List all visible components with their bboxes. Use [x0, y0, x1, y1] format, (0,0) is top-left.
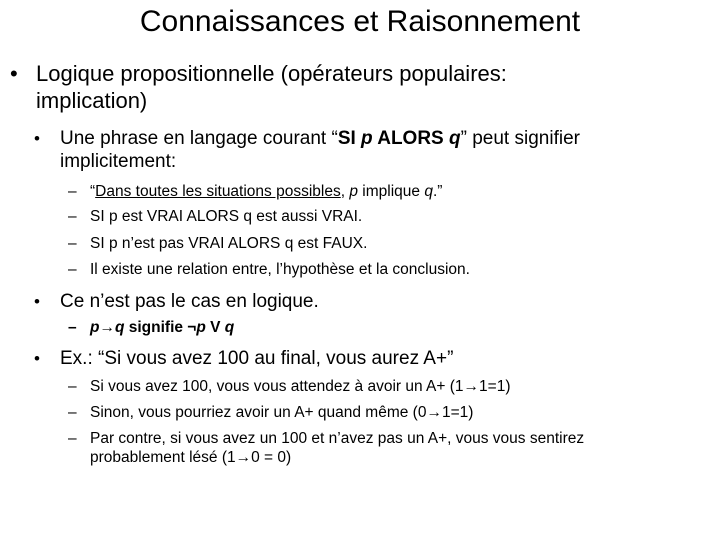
- dash-bullet: –: [68, 404, 77, 421]
- dash-bullet: –: [68, 208, 77, 225]
- text-segment: implique: [357, 183, 425, 200]
- arrow-icon: →: [426, 404, 442, 421]
- dash-bullet: –: [68, 261, 77, 278]
- text-segment: .”: [432, 183, 443, 200]
- bullet-pas-le-cas: [34, 290, 690, 313]
- text-segment: “: [90, 183, 96, 200]
- text-segment: ,: [340, 183, 350, 200]
- text-segment: 0 = 0): [251, 449, 292, 466]
- var-q: q: [424, 183, 433, 200]
- bullet-dot: •: [34, 292, 40, 311]
- subitem-exemple-3: [68, 429, 680, 467]
- text-segment: ” peut signifier: [460, 128, 580, 149]
- underlined-text: Dans toutes les situations possibles: [95, 183, 341, 200]
- bullet-dot: •: [34, 349, 40, 368]
- dash-bullet: –: [68, 378, 77, 395]
- text-segment: Une phrase en langage courant “: [60, 128, 338, 149]
- bullet-text-line2: implicitement:: [60, 151, 177, 172]
- subitem-situations: [68, 182, 680, 201]
- bullet-text-line1: [60, 127, 690, 150]
- subitem-text: Il existe une relation entre, l’hypothèse et la conclusion.: [90, 261, 470, 278]
- var-q: q: [449, 128, 461, 149]
- arrow-icon: →: [463, 378, 480, 395]
- text-segment: 1=1): [441, 404, 474, 421]
- arrow-icon: →: [235, 449, 252, 466]
- var-q: q: [114, 319, 125, 336]
- subitem-text: SI p est VRAI ALORS q est aussi VRAI.: [90, 208, 363, 225]
- arrow-icon: →: [99, 319, 115, 336]
- dash-bullet: –: [68, 183, 77, 200]
- subitem-exemple-2: [68, 403, 680, 422]
- var-q: q: [224, 319, 235, 336]
- subitem-si-vrai: [68, 207, 680, 226]
- dash-bullet: –: [68, 319, 77, 336]
- bullet-text: Ce n’est pas le cas en logique.: [60, 291, 319, 312]
- subitem-exemple-1: [68, 377, 680, 396]
- bullet-logique-propositionnelle: [10, 60, 676, 114]
- subitem-text-line2: [90, 448, 680, 467]
- var-p: p: [361, 128, 373, 149]
- bullet-text-line1: Logique propositionnelle (opérateurs populaires:: [36, 61, 507, 86]
- bullet-dot: •: [10, 61, 18, 86]
- text-segment: 1=1): [479, 378, 511, 395]
- dash-bullet: –: [68, 235, 77, 252]
- text-segment: signifie ¬: [124, 319, 197, 336]
- subitem-relation: [68, 260, 680, 279]
- subitem-text: SI p n’est pas VRAI ALORS q est FAUX.: [90, 235, 368, 252]
- var-p: p: [196, 319, 206, 336]
- subitem-implication-formula: [68, 318, 680, 337]
- subitem-si-faux: [68, 234, 680, 253]
- bullet-text-line2: implication): [36, 88, 148, 113]
- bullet-dot: •: [34, 129, 40, 148]
- bullet-exemple: [34, 347, 690, 370]
- text-segment: Sinon, vous pourriez avoir un A+ quand même (0: [90, 404, 427, 421]
- text-segment: Si vous avez 100, vous vous attendez à avoir un A+ (1: [90, 378, 464, 395]
- var-p: p: [90, 319, 100, 336]
- text-segment: probablement lésé (1: [90, 449, 236, 466]
- slide-title: Connaissances et Raisonnement: [139, 5, 581, 38]
- var-p: p: [349, 183, 358, 200]
- keyword-si: SI: [337, 128, 362, 149]
- subitem-text-line1: Par contre, si vous avez un 100 et n’avez pas un A+, vous vous sentirez: [90, 430, 585, 447]
- keyword-alors: ALORS: [372, 128, 450, 149]
- bullet-phrase-langage-courant: [34, 127, 690, 173]
- bullet-text: Ex.: “Si vous avez 100 au final, vous aurez A+”: [60, 348, 454, 369]
- or-operator: V: [205, 319, 225, 336]
- dash-bullet: –: [68, 430, 77, 447]
